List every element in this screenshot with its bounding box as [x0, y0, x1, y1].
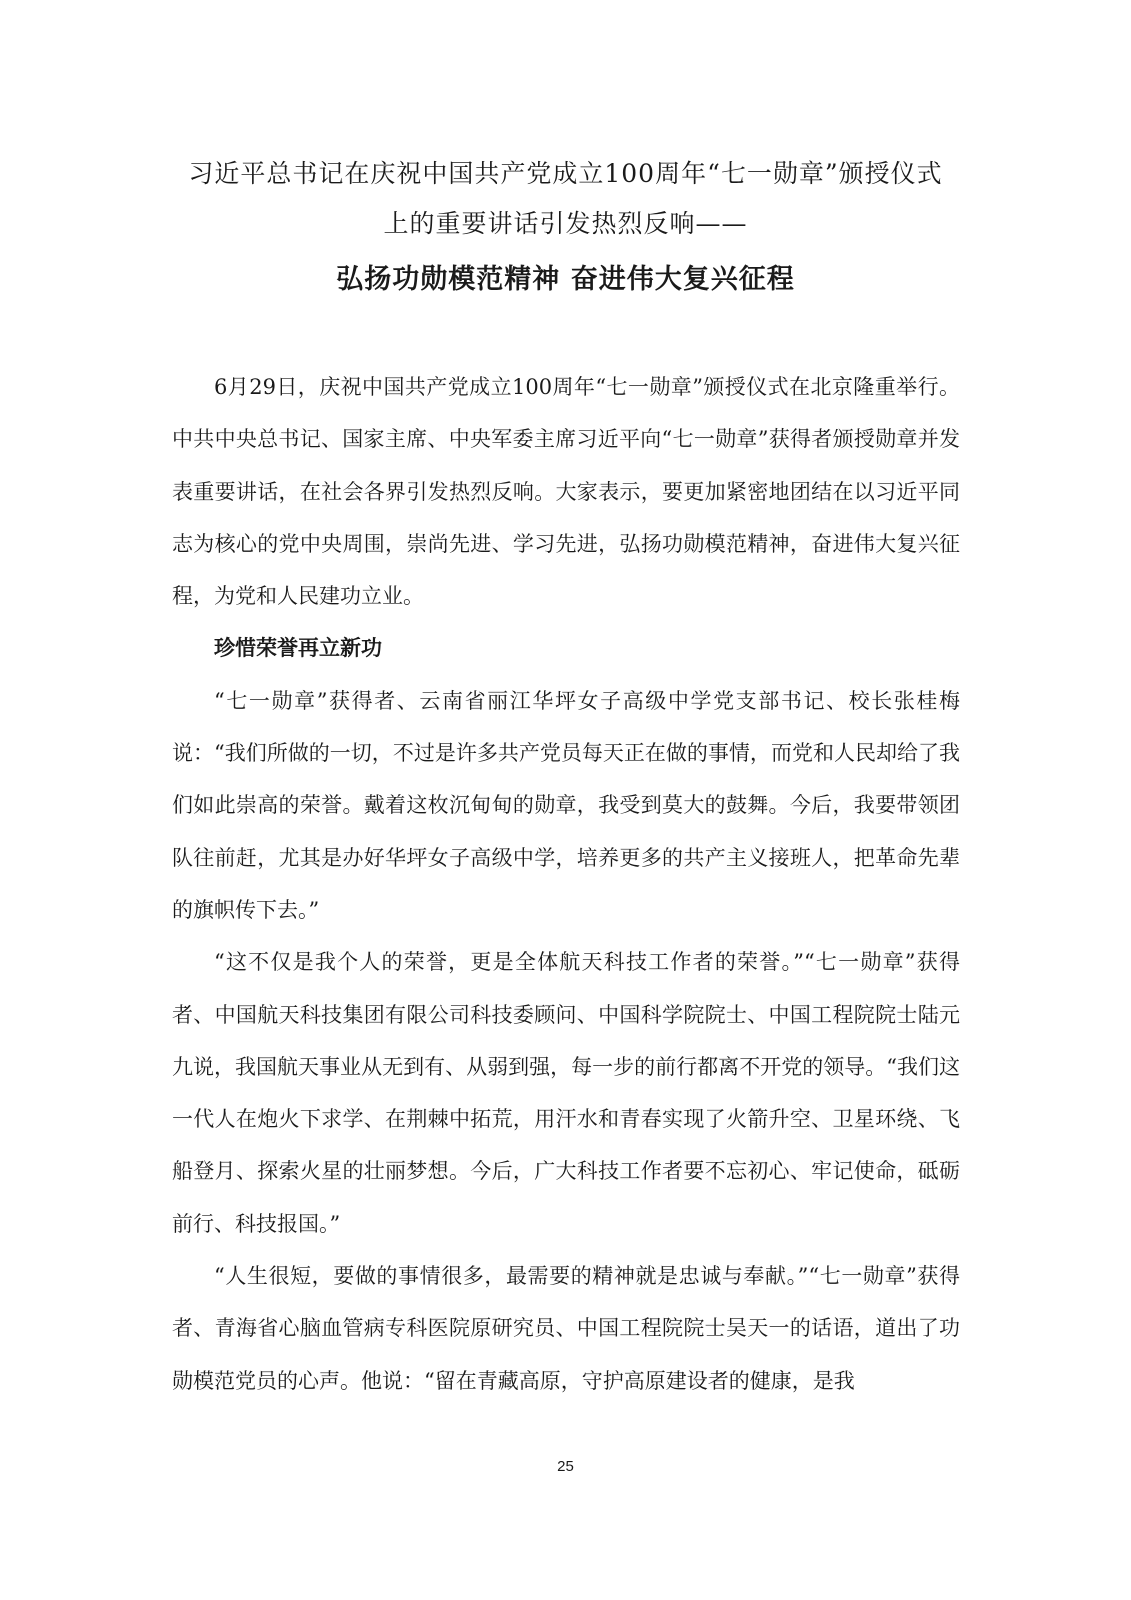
article-body: [172, 361, 960, 1407]
page-number: 25: [557, 1458, 574, 1475]
paragraph: 6月29日，庆祝中国共产党成立100周年“七一勋章”颁授仪式在北京隆重举行。中共中央总书记、国家主席、中央军委主席习近平向“七一勋章”获得者颁授勋章并发表重要讲话，在社会各界引发热烈反响。大家表示，要更加紧密地团结在以习近平同志为核心的党中央周围，崇尚先进、学习先进，弘扬功勋模范精神，奋进伟大复兴征程，为党和人民建功立业。: [172, 375, 960, 609]
section-heading: 珍惜荣誉再立新功: [214, 636, 382, 661]
title-line-1: 习近平总书记在庆祝中国共产党成立100周年“七一勋章”颁授仪式: [188, 159, 943, 188]
paragraph: “这不仅是我个人的荣誉，更是全体航天科技工作者的荣誉。”“七一勋章”获得者、中国航天科技集团有限公司科技委顾问、中国科学院院士、中国工程院院士陆元九说，我国航天事业从无到有、从弱到强，每一步的前行都离不开党的领导。“我们这一代人在炮火下求学、在荆棘中拓荒，用汗水和青春实现了火箭升空、卫星环绕、飞船登月、探索火星的壮丽梦想。今后，广大科技工作者要不忘初心、牢记使命，砥砺前行、科技报国。”: [172, 950, 960, 1236]
paragraph: “人生很短，要做的事情很多，最需要的精神就是忠诚与奉献。”“七一勋章”获得者、青海省心脑血管病专科医院原研究员、中国工程院院士吴天一的话语，道出了功勋模范党员的心声。他说：“留在青藏高原，守护高原建设者的健康，是我: [172, 1264, 960, 1393]
subtitle: 弘扬功勋模范精神 奋进伟大复兴征程: [336, 264, 795, 295]
paragraph: “七一勋章”获得者、云南省丽江华坪女子高级中学党支部书记、校长张桂梅说：“我们所做的一切，不过是许多共产党员每天正在做的事情，而党和人民却给了我们如此崇高的荣誉。戴着这枚沉甸甸的勋章，我受到莫大的鼓舞。今后，我要带领团队往前赶，尤其是办好华坪女子高级中学，培养更多的共产主义接班人，把革命先辈的旗帜传下去。”: [172, 688, 960, 922]
title-line-2: 上的重要讲话引发热烈反响——: [383, 209, 748, 238]
